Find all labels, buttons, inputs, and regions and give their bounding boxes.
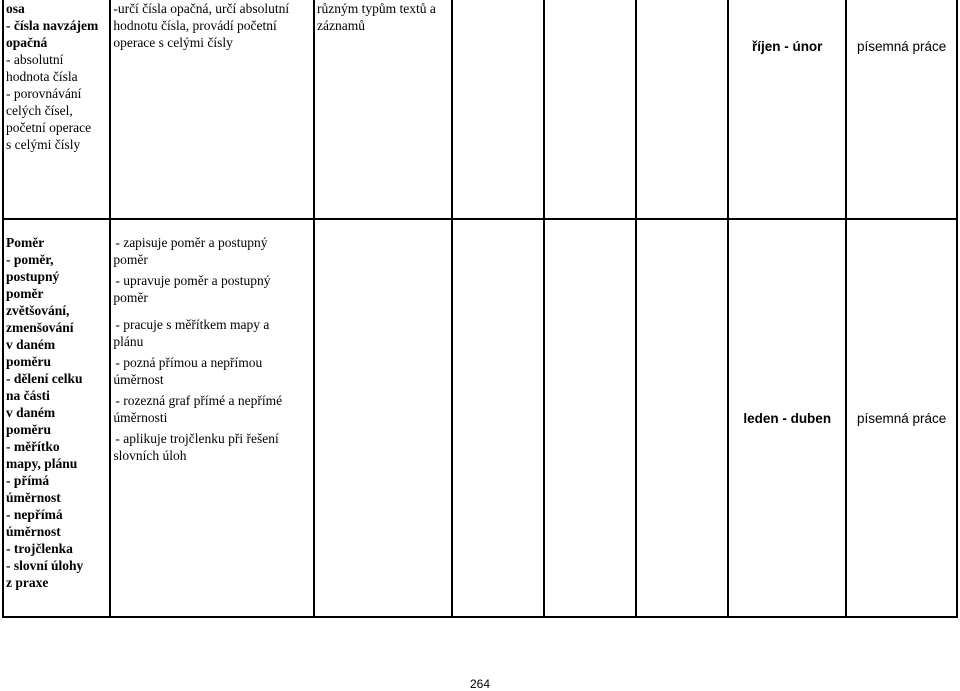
topic-line: - měřítko xyxy=(6,439,60,454)
goal-line: úměrnosti xyxy=(113,410,168,425)
topic-line: - poměr, xyxy=(6,252,54,267)
table-row xyxy=(3,0,957,219)
goal-item xyxy=(113,430,311,464)
topic-line: opačná xyxy=(6,35,48,50)
topic-line: - porovnávání xyxy=(6,86,82,101)
page-number: 264 xyxy=(470,677,491,691)
goal-line: - aplikuje trojčlenku při řešení xyxy=(115,431,279,446)
goal-line: operace s celými čísly xyxy=(113,35,233,50)
goal-line: - rozezná graf přímé a nepřímé xyxy=(115,393,283,408)
topic-line: postupný xyxy=(6,269,60,284)
topic-cell xyxy=(3,219,110,617)
topic-line: osa xyxy=(6,1,25,16)
topic-line: hodnota čísla xyxy=(6,69,78,84)
evaluation-cell: písemná práce xyxy=(846,0,957,219)
topic-line: početní operace xyxy=(6,120,92,135)
topic-line: - trojčlenka xyxy=(6,541,73,556)
goal-line: - pracuje s měřítkem mapy a xyxy=(115,317,270,332)
empty-cell xyxy=(544,0,636,219)
evaluation-cell: písemná práce xyxy=(846,219,957,617)
topic-line: - dělení celku xyxy=(6,371,83,386)
goal-line: -určí čísla opačná, určí absolutní xyxy=(113,1,290,16)
empty-cell xyxy=(452,219,544,617)
empty-cell xyxy=(544,219,636,617)
goal-line: plánu xyxy=(113,334,144,349)
topic-line: zvětšování, xyxy=(6,303,70,318)
goal-item xyxy=(113,234,311,268)
table-row xyxy=(3,219,957,617)
goal-line: poměr xyxy=(113,252,148,267)
period-cell: říjen - únor xyxy=(728,0,846,219)
goal-line: slovních úloh xyxy=(113,448,187,463)
topic-line: poměru xyxy=(6,422,51,437)
topic-line: s celými čísly xyxy=(6,137,81,152)
topic-line: - slovní úlohy xyxy=(6,558,84,573)
goal-line: - upravuje poměr a postupný xyxy=(115,273,271,288)
curriculum-table xyxy=(2,0,958,618)
empty-cell xyxy=(452,0,544,219)
topic-line: v daném xyxy=(6,405,56,420)
empty-cell xyxy=(636,219,728,617)
topic-line: na části xyxy=(6,388,50,403)
topic-line: celých čísel, xyxy=(6,103,73,118)
topic-line: - nepřímá xyxy=(6,507,63,522)
goal-item xyxy=(113,316,311,350)
topic-line: - přímá xyxy=(6,473,50,488)
topic-line: zmenšování xyxy=(6,320,74,335)
topic-cell xyxy=(3,0,110,219)
cross-topic-cell xyxy=(314,0,452,219)
cross-line: různým typům textů a xyxy=(317,1,436,16)
topic-line: poměru xyxy=(6,354,51,369)
topic-line: v daném xyxy=(6,337,56,352)
topic-line: - absolutní xyxy=(6,52,64,67)
goal-line: hodnotu čísla, provádí početní xyxy=(113,18,277,33)
goal-item xyxy=(113,272,311,306)
goal-item xyxy=(113,354,311,388)
goals-cell xyxy=(110,0,314,219)
topic-line: mapy, plánu xyxy=(6,456,78,471)
cross-line: záznamů xyxy=(317,18,366,33)
period-cell: leden - duben xyxy=(728,219,846,617)
topic-line: z praxe xyxy=(6,575,49,590)
topic-line: poměr xyxy=(6,286,44,301)
topic-line: Poměr xyxy=(6,235,45,250)
goal-item xyxy=(113,392,311,426)
empty-cell xyxy=(314,219,452,617)
empty-cell xyxy=(636,0,728,219)
goal-line: - pozná přímou a nepřímou xyxy=(115,355,263,370)
goal-line: poměr xyxy=(113,290,148,305)
topic-line: - čísla navzájem xyxy=(6,18,99,33)
goal-line: - zapisuje poměr a postupný xyxy=(115,235,268,250)
goals-cell xyxy=(110,219,314,617)
goal-line: úměrnost xyxy=(113,372,164,387)
topic-line: úměrnost xyxy=(6,490,61,505)
topic-line: úměrnost xyxy=(6,524,61,539)
